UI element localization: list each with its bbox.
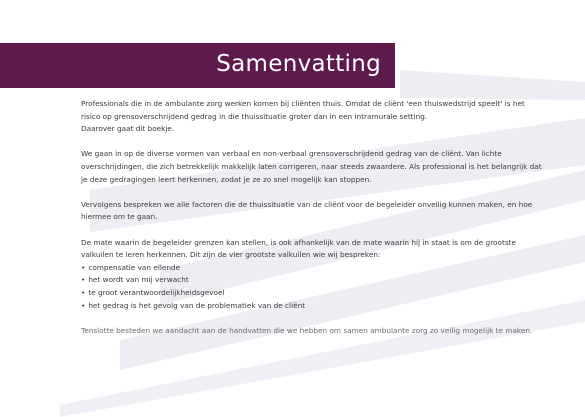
intro-text: Professionals die in de ambulante zorg werken komen bij cliënten thuis. Omdat de cliënt 'een thuiswedstrijd speelt' is het risico op grensoverschrijdend gedrag in die thuissituatie groter dan in een intramurale setting. (81, 99, 525, 121)
list-item: • te groot verantwoordelijkheidsgevoel (81, 287, 543, 300)
list-item: • het wordt van mij verwacht (81, 274, 543, 287)
pitfalls-intro-paragraph: De mate waarin de begeleider grenzen kan stellen, is ook afhankelijk van de mate waarin hij in staat is om de grootste valkuilen te leren herkennen. Dit zijn de vier grootste valkuilen wie wij bespreken: (81, 237, 516, 260)
summary-body (81, 98, 543, 350)
behaviour-paragraph: We gaan in op de diverse vormen van verbaal en non-verbaal grensoverschrijdend gedrag van de cliënt. Van lichte overschrijdingen, die zich betrekkelijk makkelijk laten corrigeren, naar steeds zwaardere. Als professional is het belangrijk dat je deze gedragingen leert herkennen, zodat je ze zo snel mogelijk kan stoppen. (81, 149, 542, 184)
page-title: Samenvatting (216, 51, 381, 77)
intro-paragraph (81, 98, 543, 136)
list-item: • compensatie van ellende (81, 262, 543, 275)
factors-paragraph: Vervolgens bespreken we alle factoren die de thuissituatie van de cliënt voor de begeleider onveilig kunnen maken, en hoe hiermee om te gaan. (81, 199, 533, 222)
list-item: • het gedrag is het gevolg van de problematiek van de cliënt (81, 300, 543, 313)
title-bar (0, 43, 395, 88)
intro-closing-text: Daarover gaat dit boekje. (81, 124, 175, 134)
closing-paragraph: Tenslotte besteden we aandacht aan de handvatten die we hebben om samen ambulante zorg zo veilig mogelijk te maken. (81, 325, 533, 335)
pitfalls-list (81, 262, 543, 312)
